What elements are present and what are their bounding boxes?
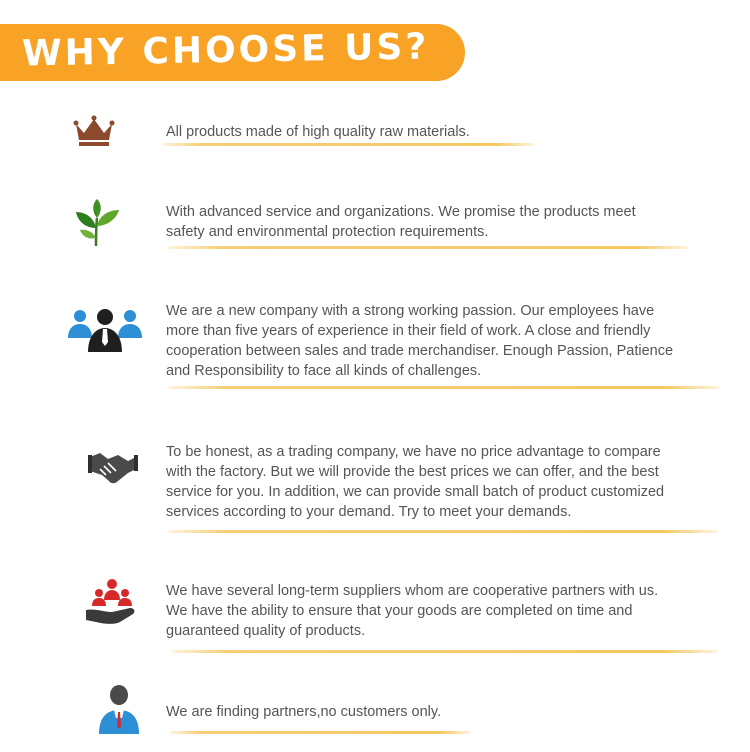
header-banner (0, 24, 465, 81)
item-underline (172, 650, 718, 653)
item-text: To be honest, as a trading company, we have no price advantage to compare with the factory. But we will provide the best prices we can offer, and the best service for you. In addition, we can provide small batch of product customized services according to your demand. Try to meet your demands. (166, 444, 665, 520)
item-text: With advanced service and organizations. We promise the products meet safety and environmental protection requirements. (166, 204, 636, 240)
item-text: We are a new company with a strong working passion. Our employees have more than five years of experience in their field of work. A close and friendly cooperation between sales and trade merchandiser. Enough Passion, Patience and Responsibility to face all kinds of challenges. (166, 303, 674, 379)
businessman-icon (97, 684, 141, 734)
item-text: All products made of high quality raw materials. (166, 124, 470, 140)
item-underline (168, 530, 718, 533)
item-underline (168, 246, 688, 249)
crown-icon (73, 114, 115, 148)
team-icon (66, 306, 144, 354)
item-underline (162, 143, 534, 146)
handshake-icon (88, 447, 138, 487)
item-underline (170, 731, 470, 734)
plant-icon (72, 198, 122, 248)
item-underline (168, 386, 720, 389)
item-text: We are finding partners,no customers only. (166, 704, 442, 720)
page-title: WHY CHOOSE US? (21, 26, 430, 75)
partners-hand-icon (84, 578, 140, 626)
item-text: We have several long-term suppliers whom are cooperative partners with us. We have the ability to ensure that your goods are completed on time and guaranteed quality of products. (166, 583, 659, 639)
